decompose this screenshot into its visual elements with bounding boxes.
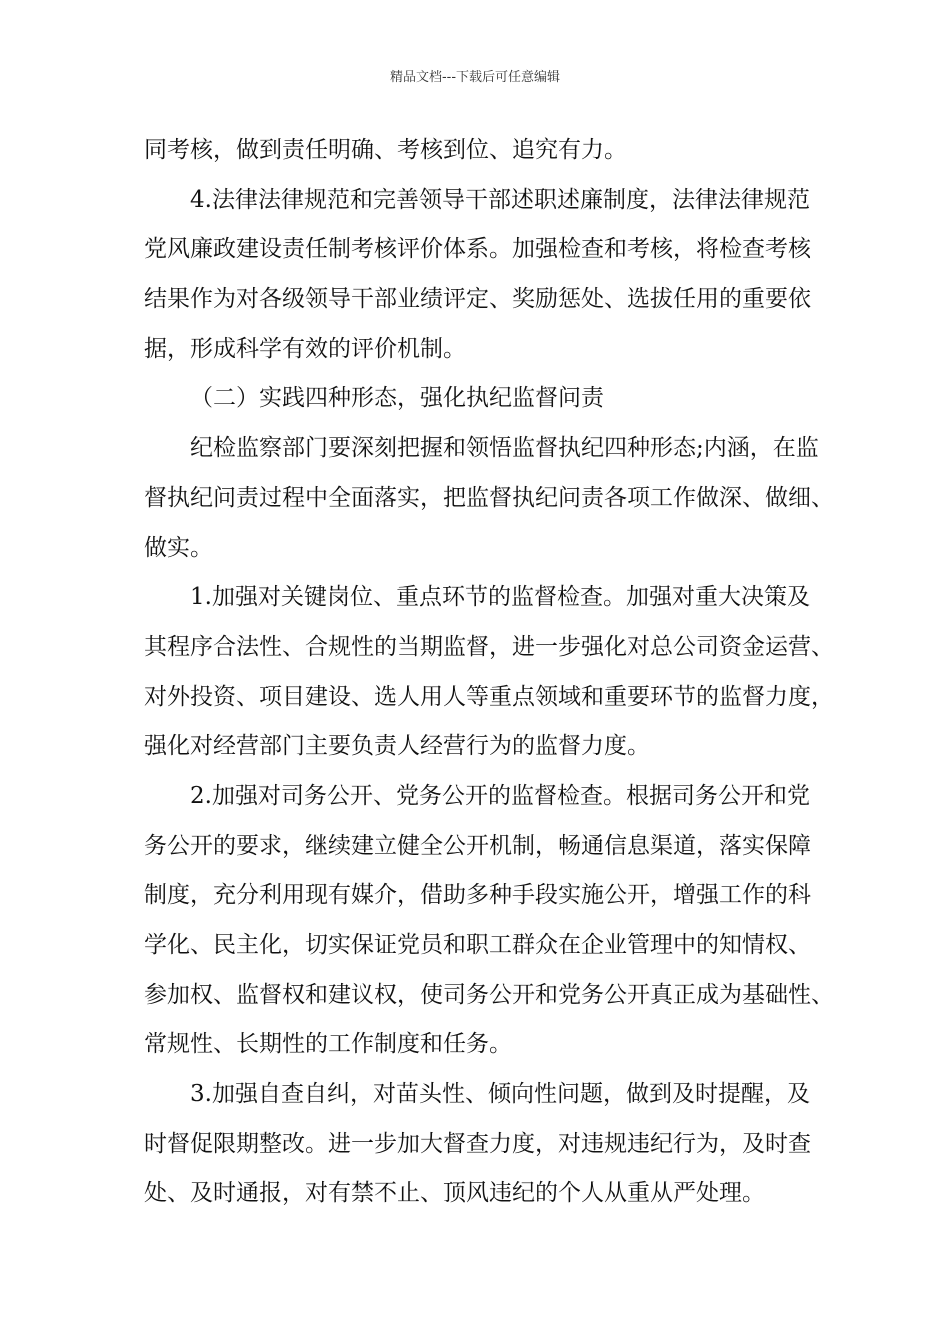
text-line: 同考核，做到责任明确、考核到位、追究有力。 xyxy=(144,137,627,163)
page-header: 精品文档---下载后可任意编辑 xyxy=(389,70,561,85)
text-line: 4.法律法律规范和完善领导干部述职述廉制度，法律法律规范 xyxy=(190,186,810,213)
text-line: 2.加强对司务公开、党务公开的监督检查。根据司务公开和党 xyxy=(190,782,810,809)
text-line: 时督促限期整改。进一步加大督查力度，对违规违纪行为，及时查 xyxy=(144,1130,811,1157)
text-line: 学化、民主化，切实保证党员和职工群众在企业管理中的知情权、 xyxy=(144,932,811,958)
text-line: 处、及时通报，对有禁不止、顶风违纪的个人从重从严处理。 xyxy=(144,1180,765,1207)
text-line: 务公开的要求，继续建立健全公开机制，畅通信息渠道，落实保障 xyxy=(144,832,811,859)
text-line: 制度，充分利用现有媒介，借助多种手段实施公开，增强工作的科 xyxy=(144,882,811,909)
text-line: 1.加强对关键岗位、重点环节的监督检查。加强对重大决策及 xyxy=(190,584,810,611)
document-body xyxy=(144,126,834,1219)
text-line: 3.加强自查自纠，对苗头性、倾向性问题，做到及时提醒，及 xyxy=(190,1081,810,1108)
text-line: 其程序合法性、合规性的当期监督，进一步强化对总公司资金运营、 xyxy=(144,633,834,660)
text-line: 结果作为对各级领导干部业绩评定、奖励惩处、选拔任用的重要依 xyxy=(144,286,811,313)
text-line: 据，形成科学有效的评价机制。 xyxy=(144,335,466,362)
text-line: 督执纪问责过程中全面落实，把监督执纪问责各项工作做深、做细、 xyxy=(144,484,834,511)
section-heading: （二）实践四种形态，强化执纪监督问责 xyxy=(190,385,604,412)
text-line: 纪检监察部门要深刻把握和领悟监督执纪四种形态;内涵，在监 xyxy=(190,435,819,462)
text-line: 党风廉政建设责任制考核评价体系。加强检查和考核，将检查考核 xyxy=(144,236,811,263)
text-line: 强化对经营部门主要负责人经营行为的监督力度。 xyxy=(144,733,650,760)
text-line: 做实。 xyxy=(144,534,213,561)
text-line: 常规性、长期性的工作制度和任务。 xyxy=(144,1031,512,1058)
text-line: 对外投资、项目建设、选人用人等重点领域和重要环节的监督力度， xyxy=(144,683,834,710)
text-line: 参加权、监督权和建议权，使司务公开和党务公开真正成为基础性、 xyxy=(144,981,834,1008)
